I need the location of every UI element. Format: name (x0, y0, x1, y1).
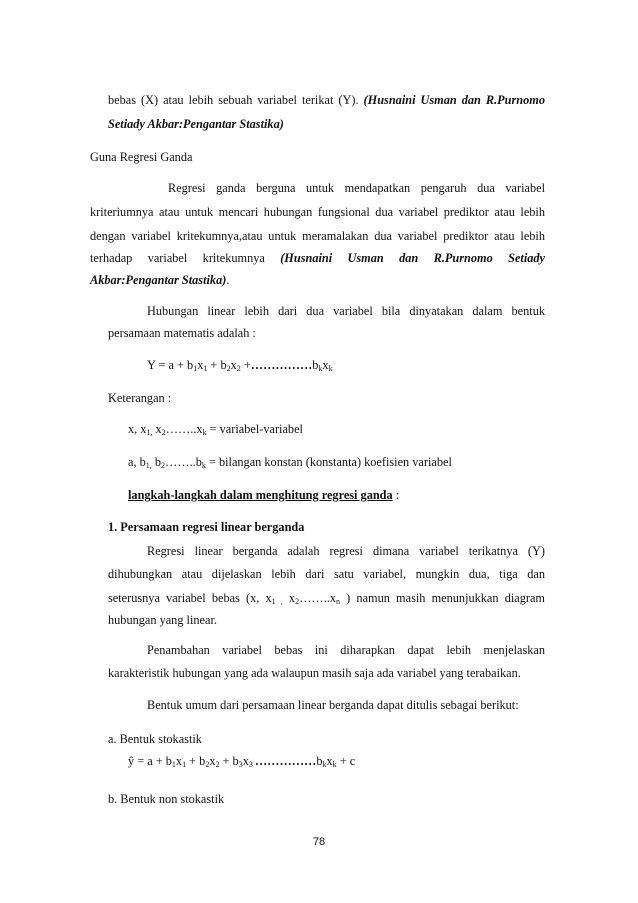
steps-title: langkah-langkah dalam menghitung regresi ganda : (128, 488, 400, 502)
guna-line-1: Regresi ganda berguna untuk mendapatkan pengaruh dua variabel (168, 181, 545, 195)
variable-definition: x, $x_{1,}$ $x_2\dots\dots..x_k$ = variabel-variabel (128, 422, 303, 437)
hubungan-line-2: persamaan matematis adalah : (108, 326, 256, 340)
intro-line-1 (108, 92, 545, 108)
stochastic-formula: ŷ = $a + b_1x_1 + b_2x_2 + b_3x_3$ $\dots\dots\dots\dots\dots b_kx_k + c$ (128, 754, 356, 769)
section-heading-persamaan: 1. Persamaan regresi linear berganda (108, 520, 305, 534)
page-number: 78 (312, 836, 326, 848)
keterangan-label: Keterangan : (108, 391, 172, 405)
constant-definition: a, $b_{1,}$ $b_2\dots\dots..b_k$ = bilangan konstan (konstanta) koefisien variabel (128, 455, 452, 470)
guna-line-4-text: terhadap variabel kritekumnya (90, 251, 281, 265)
period: . (226, 273, 230, 287)
section1-line-2: dihubungkan atau dijelaskan lebih dari satu variabel, mungkin dua, tiga dan (108, 567, 545, 581)
steps-title-text: langkah-langkah dalam menghitung regresi ganda (128, 488, 393, 502)
guna-line-2: kriteriumnya atau untuk mencari hubungan fungsional dua variabel prediktor atau lebih (90, 205, 545, 219)
section-heading-guna: Guna Regresi Ganda (90, 150, 193, 164)
citation: (Husnaini Usman dan R.Purnomo (363, 93, 545, 107)
regression-formula: $Y = a + b_1x_1 + b_2x_2$ $+\dots\dots\dots\dots\dots b_kx_k$ (147, 358, 333, 373)
guna-line-4 (90, 250, 545, 266)
guna-line-5 (90, 272, 229, 288)
hubungan-line-1: Hubungan linear lebih dari dua variabel bila dinyatakan dalam bentuk (147, 304, 545, 318)
citation-continued: Setiady Akbar:Pengantar Stastika) (108, 117, 284, 131)
citation: (Husnaini Usman dan R.Purnomo Setiady (280, 251, 545, 265)
guna-line-3: dengan variabel kritekumnya,atau untuk meramalakan dua variabel prediktor atau lebih (90, 229, 545, 243)
section1-para2-line-2: karakteristik hubungan yang ada walaupun masih saja ada variabel yang terabaikan. (108, 666, 521, 680)
section1-line-3: seterusnya variabel bebas (x, $x_{1 ,}$ $x_2\dots\dots..x_n$ ) namun masih menunjukkan diagram (108, 591, 546, 606)
item-b-label: b. Bentuk non stokastik (108, 792, 225, 806)
item-a-label: a. Bentuk stokastik (108, 732, 202, 746)
section1-para2-line-1: Penambahan variabel bebas ini diharapkan dapat lebih menjelaskan (147, 643, 545, 657)
section1-line-4: hubungan yang linear. (108, 613, 217, 627)
citation-continued: Akbar:Pengantar Stastika) (90, 273, 227, 287)
section1-line-1: Regresi linear berganda adalah regresi dimana variabel terikatnya (Y) (147, 544, 545, 558)
section1-para3: Bentuk umum dari persamaan linear berganda dapat ditulis sebagai berikut: (147, 698, 519, 712)
intro-text: bebas (X) atau lebih sebuah variabel terikat (Y). (108, 93, 364, 107)
